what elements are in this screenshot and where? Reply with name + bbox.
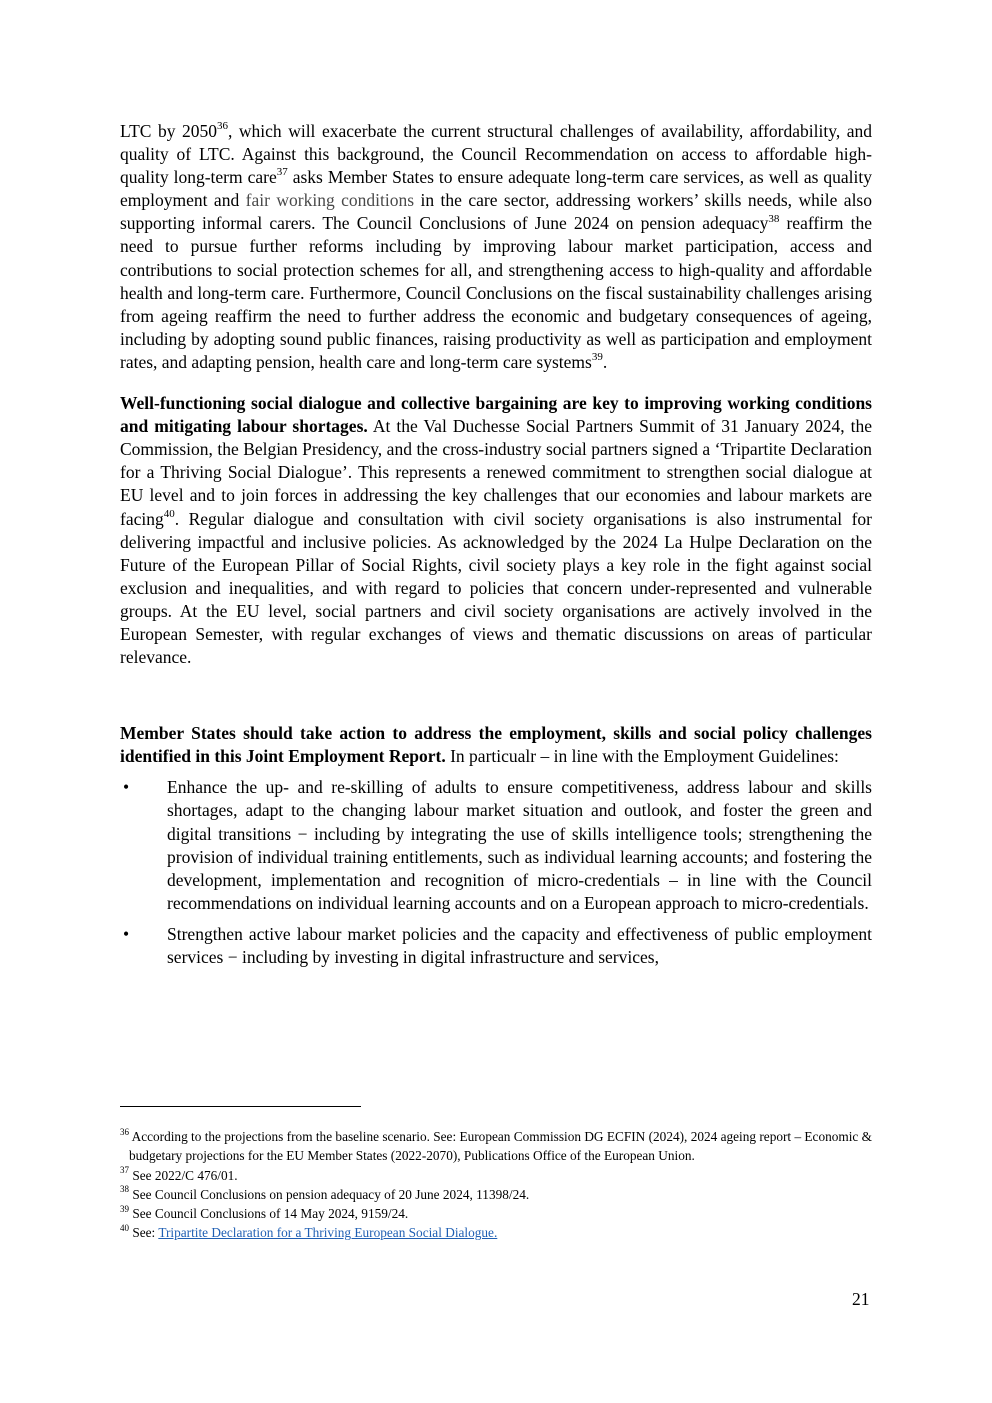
list-item-text: Enhance the up- and re-skilling of adults to ensure competitiveness, address labour and skills shortages, adapt to the changing labour market situation and outlook, and foster the green and digital transitions − including by integrating the use of skills intelligence tools; strengthening the provision of individual training entitlements, such as individual learning accounts; and fostering the development, implementation and recognition of micro-credentials – in line with the Council recommendations on individual learning accounts and on a European approach to micro-credentials. [167,777,872,913]
text-run: asks Member States to ensure adequate long-term care services, as well as quality employment and [120,167,872,211]
footnote-text: See Council Conclusions on pension adequacy of 20 June 2024, 11398/24. [129,1186,530,1202]
footnote-text: See Council Conclusions of 14 May 2024, 9159/24. [129,1206,409,1222]
bullet-icon: • [123,923,130,944]
footnote-text: See 2022/C 476/01. [129,1167,238,1183]
highlighted-phrase: fair working conditions [245,190,415,211]
bullet-icon: • [123,777,130,798]
lead-sentence: Well-functioning social dialogue and collective bargaining are key to improving working conditions and mitigating labour shortages. [120,393,872,437]
footnote-number: 37 [120,1165,129,1176]
footnote-ref-38[interactable]: 38 [768,212,780,225]
text-run: LTC by 2050 [120,121,217,141]
footnote-text: See: [129,1225,159,1241]
footnote-number: 38 [120,1184,129,1195]
list-item [120,776,872,915]
footnotes [120,1127,872,1243]
footnote-number: 40 [120,1223,129,1234]
text-run: At the Val Duchesse Social Partners Summit of 31 January 2024, the Commission, the Belgian Presidency, and the cross-industry social partners signed a ‘Tripartite Declaration for a Thriving Social Dialogue’. This represents a renewed commitment to strengthen social dialogue at EU level and to join forces in addressing the key challenges that our economies and labour markets are facing [120,416,872,529]
recommendation-list [120,776,872,969]
list-item [120,923,872,969]
footnote-ref-40[interactable]: 40 [163,507,175,520]
footnote-number: 39 [120,1203,129,1214]
text-run: . Regular dialogue and consultation with civil society organisations is also instrumental for delivering impactful and inclusive policies. As acknowledged by the 2024 La Hulpe Declaration on the Future of the European Pillar of Social Rights, civil society plays a key role in the fight against social exclusion and inequalities, and with regard to policies that concern under-represented and vulnerable groups. At the EU level, social partners and civil society organisations are actively involved in the European Semester, with regular exchanges of views and thematic discussions on areas of particular relevance. [120,508,872,668]
text-run: In particualr – in line with the Employment Guidelines: [445,746,839,767]
tripartite-declaration-link[interactable]: Tripartite Declaration for a Thriving European Social Dialogue. [158,1225,498,1241]
paragraph-member-states [120,722,872,768]
footnote-text: According to the projections from the baseline scenario. See: European Commission DG ECFIN (2024), 2024 ageing report – Economic & budgetary projections for the EU Member States (2022-2070), Publications Office of the European Union. [129,1129,872,1164]
footnote-separator [120,1106,361,1107]
footnote-40 [120,1223,872,1242]
page-number: 21 [852,1289,870,1309]
footnote-ref-36[interactable]: 36 [217,120,228,133]
footnote-number: 36 [120,1126,129,1137]
footnote-36 [120,1127,872,1166]
list-item-text: Strengthen active labour market policies and the capacity and effectiveness of public employment services − including by investing in digital infrastructure and services, [167,923,872,967]
text-run: , which will exacerbate the current structural challenges of availability, affordability, and quality of LTC. Against this background, the Council Recommendation on access to affordable high-quality long-term care [120,121,872,188]
footnote-ref-39[interactable]: 39 [591,351,603,364]
paragraph-ltc [120,120,872,374]
main-content [120,120,872,977]
text-run: in the care sector, addressing workers’ skills needs, while also supporting informal carers. The Council Conclusions of June 2024 on pension adequacy [120,190,872,234]
paragraph-social-dialogue [120,392,872,669]
footnote-38 [120,1185,872,1204]
text-run: . [602,351,608,372]
footnote-ref-37[interactable]: 37 [276,166,288,179]
footnote-37 [120,1166,872,1185]
text-run: reaffirm the need to pursue further reforms including by improving labour market participation, access and contributions to social protection schemes for all, and strengthening access to high-quality and affordable health and long-term care. Furthermore, Council Conclusions on the fiscal sustainability challenges arising from ageing reaffirm the need to further address the economic and budgetary consequences of ageing, including by adopting sound public finances, raising productivity as well as participation and employment rates, and adapting pension, health care and long-term care systems [120,213,872,372]
footnote-39 [120,1204,872,1223]
lead-sentence: Member States should take action to address the employment, skills and social policy challenges identified in this Joint Employment Report. [120,723,872,767]
